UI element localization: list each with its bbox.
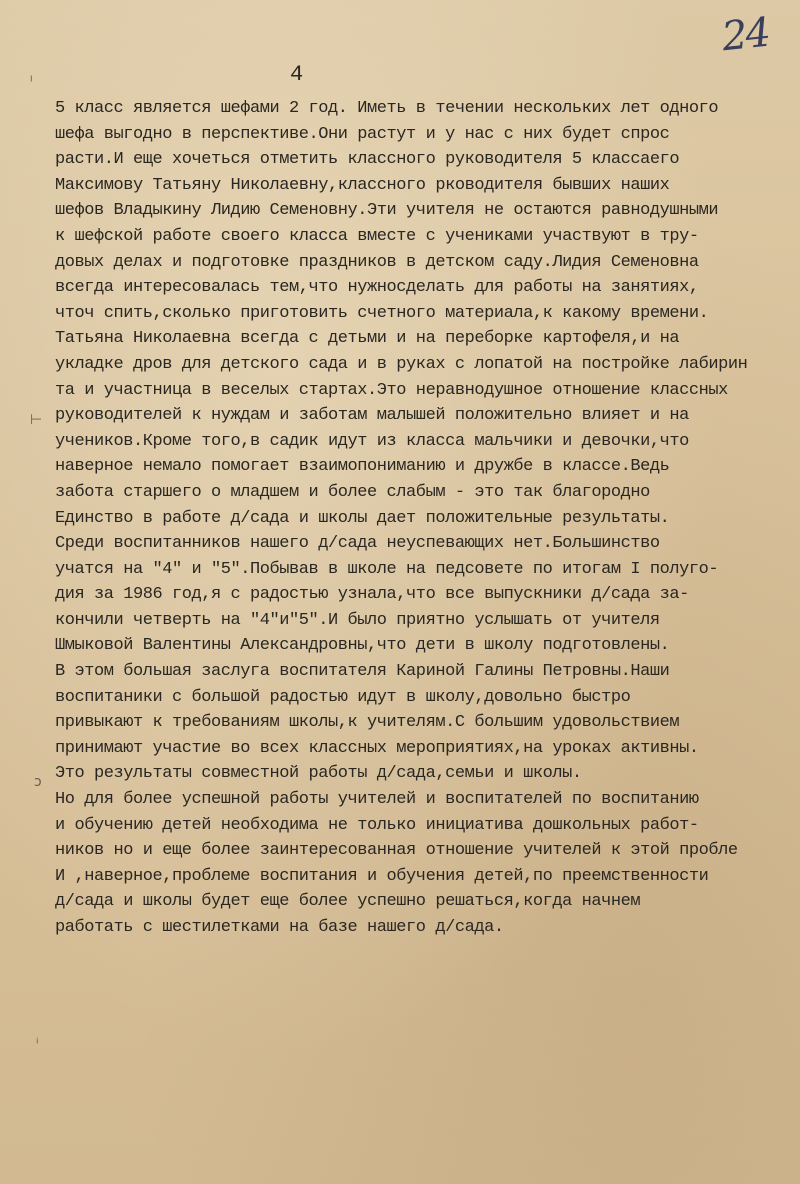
- text-line: Единство в работе д/сада и школы дает положительные результаты.: [55, 508, 670, 528]
- text-line: всегда интересовалась тем,что нужносделать для работы на занятиях,: [55, 278, 699, 298]
- page-number: 4: [290, 62, 304, 87]
- text-line: Среди воспитанников нашего д/сада неуспевающих нет.Большинство: [55, 534, 660, 554]
- margin-mark: ᴵ: [30, 74, 33, 90]
- margin-mark: ⁱ: [36, 1036, 39, 1052]
- text-line: привыкают к требованиям школы,к учителям.С большим удовольствием: [55, 713, 680, 733]
- text-line: шефа выгодно в перспективе.Они растут и у нас с них будет спрос: [55, 124, 670, 144]
- text-line: чточ спить,сколько приготовить счетного материала,к какому времени.: [55, 303, 709, 323]
- margin-mark: ⊢: [30, 412, 43, 428]
- text-line: Шмыковой Валентины Александровны,что дети в школу подготовлены.: [55, 636, 670, 656]
- text-line: довых делах и подготовке праздников в детском саду.Лидия Семеновна: [55, 252, 699, 272]
- text-line: Но для более успешной работы учителей и воспитателей по воспитанию: [55, 790, 699, 810]
- typed-text-body: [55, 96, 795, 941]
- text-line: кончили четверть на "4"и"5".И было приятно услышать от учителя: [55, 610, 660, 630]
- text-line: Татьяна Николаевна всегда с детьми и на переборке картофеля,и на: [55, 329, 680, 349]
- text-line: шефов Владыкину Лидию Семеновну.Эти учителя не остаются равнодушными: [55, 201, 719, 221]
- margin-mark: ᴐ: [34, 774, 42, 790]
- text-line: В этом большая заслуга воспитателя Кариной Галины Петровны.Наши: [55, 662, 670, 682]
- text-line: Максимову Татьяну Николаевну,классного рководителя бывших наших: [55, 175, 670, 195]
- text-line: дия за 1986 год,я с радостью узнала,что все выпускники д/сада за-: [55, 585, 689, 605]
- text-line: воспитаники с большой радостью идут в школу,довольно быстро: [55, 687, 631, 707]
- text-line: учеников.Кроме того,в садик идут из класса мальчики и девочки,что: [55, 431, 689, 451]
- text-line: 5 класс является шефами 2 год. Иметь в течении нескольких лет одного: [55, 99, 719, 118]
- text-line: наверное немало помогает взаимопониманию и дружбе в классе.Ведь: [55, 457, 670, 477]
- text-line: д/сада и школы будет еще более успешно решаться,когда начнем: [55, 892, 641, 912]
- text-line: учатся на "4" и "5".Побывав в школе на педсовете по итогам I полуго-: [55, 559, 719, 579]
- text-line: укладке дров для детского сада и в руках с лопатой на постройке лабирин: [55, 354, 748, 374]
- text-line: руководителей к нуждам и заботам малышей положительно влияет и на: [55, 406, 689, 426]
- text-line: и обучению детей необходима не только инициатива дошкольных работ-: [55, 815, 699, 835]
- text-line: работать с шестилетками на базе нашего д/сада.: [55, 918, 504, 937]
- text-line: та и участница в веселых стартах.Это неравнодушное отношение классных: [55, 380, 728, 400]
- text-line: забота старшего о младшем и более слабым - это так благородно: [55, 482, 650, 502]
- text-line: расти.И еще хочеться отметить классного руководителя 5 классаего: [55, 150, 680, 170]
- archive-page-number: 24: [719, 9, 772, 61]
- text-line: к шефской работе своего класса вместе с учениками участвуют в тру-: [55, 226, 699, 246]
- text-line: И ,наверное,проблеме воспитания и обучения детей,по преемственности: [55, 866, 709, 886]
- text-line: Это результаты совместной работы д/сада,семьи и школы.: [55, 764, 582, 784]
- text-line: ников но и еще более заинтересованная отношение учителей к этой пробле: [55, 841, 738, 861]
- text-line: принимают участие во всех классных мероприятиях,на уроках активны.: [55, 738, 699, 758]
